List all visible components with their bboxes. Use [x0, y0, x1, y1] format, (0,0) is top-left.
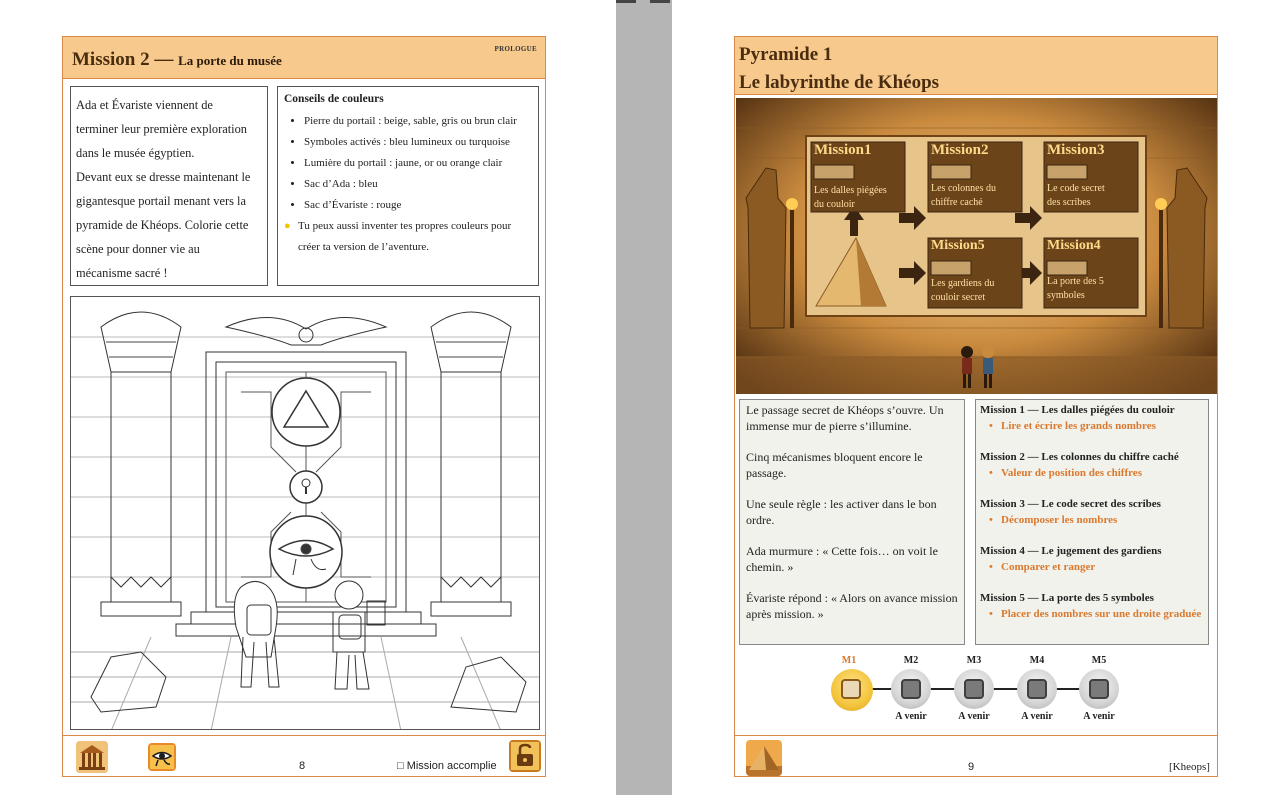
temple-icon: [76, 741, 108, 773]
board-caption-line: Les gardiens du: [931, 278, 995, 289]
tip-item: • Sac d’Ada : bleu: [304, 174, 532, 195]
coloring-illustration: [70, 296, 540, 730]
intro-line: Devant eux se dresse maintenant le: [76, 170, 251, 184]
section-tag: PROLOGUE: [494, 45, 537, 53]
story-panel: [739, 399, 965, 645]
museum-gate-drawing: [71, 297, 540, 730]
eye-of-horus-icon: [148, 743, 176, 771]
footer-divider: [735, 735, 1217, 736]
board-caption-line: Les colonnes du: [931, 183, 996, 194]
mission-skill: • Décomposer les nombres: [980, 512, 1204, 528]
tip-item: • Lumière du portail : jaune, or ou orange clair: [304, 153, 532, 174]
left-page: [62, 36, 546, 777]
intro-line: terminer leur première exploration: [76, 122, 247, 136]
lightbulb-icon: ●: [284, 220, 291, 232]
color-tips-box: [277, 86, 539, 286]
track-status-m4: A venir: [1021, 711, 1053, 722]
intro-line: dans le musée égyptien.: [76, 146, 195, 160]
board-mission5-caption: [931, 277, 1025, 305]
padlock-icon: [1089, 679, 1109, 699]
page-number: 9: [968, 761, 975, 773]
gutter-tab: [616, 0, 636, 3]
missions-panel: [975, 399, 1209, 645]
story-paragraph: Évariste répond : « Alors on avance mission après mission. »: [746, 591, 958, 621]
tips-title: Conseils de couleurs: [284, 93, 384, 105]
tips-list: [284, 111, 532, 216]
footer-divider: [63, 735, 545, 736]
mission-title: Mission 4 — Le jugement des gardiens: [980, 545, 1162, 557]
mission-dash: —: [149, 49, 179, 70]
board-mission2-title: Mission2: [931, 142, 989, 158]
page-gutter: [616, 0, 672, 795]
pyramid-title: Pyramide 1: [739, 44, 833, 65]
track-label-m1: M1: [841, 655, 857, 666]
board-caption-line: couloir secret: [931, 292, 986, 303]
page-number: 8: [299, 760, 306, 772]
tip-extra: [284, 216, 532, 258]
tip-item: • Pierre du portail : beige, sable, gris ou brun clair: [304, 111, 532, 132]
board-mission4-title: Mission4: [1047, 238, 1101, 253]
padlock-icon: [964, 679, 984, 699]
tip-item: • Sac d’Évariste : rouge: [304, 195, 532, 216]
track-node-m1[interactable]: [831, 669, 873, 711]
board-caption-line: des scribes: [1047, 197, 1091, 208]
mission-number: Mission 2: [72, 49, 150, 70]
board-mission4-caption: [1047, 275, 1141, 303]
mission-skill: • Placer des nombres sur une droite graduée: [980, 606, 1204, 622]
track-node-m2[interactable]: [891, 669, 931, 709]
footer-tag: [Kheops]: [1169, 761, 1210, 773]
board-caption-line: symboles: [1047, 290, 1085, 301]
intro-line: Ada et Évariste viennent de: [76, 98, 213, 112]
tip-item: • Symboles activés : bleu lumineux ou turquoise: [304, 132, 532, 153]
mission-title: Mission 1 — Les dalles piégées du couloir: [980, 404, 1175, 416]
track-status-m2: A venir: [895, 711, 927, 722]
intro-line: mécanisme sacré !: [76, 266, 168, 280]
board-caption-line: Le code secret: [1047, 183, 1105, 194]
story-paragraph: Ada murmure : « Cette fois… on voit le chemin. »: [746, 544, 938, 574]
track-node-m4[interactable]: [1017, 669, 1057, 709]
mission-title: Mission 3 — Le code secret des scribes: [980, 498, 1161, 510]
track-label-m3: M3: [966, 655, 982, 666]
track-node-m3[interactable]: [954, 669, 994, 709]
pyramid-icon: [746, 740, 782, 776]
padlock-icon: [1027, 679, 1047, 699]
board-caption-line: du couloir: [814, 199, 855, 210]
mission-title: Mission 5 — La porte des 5 symboles: [980, 592, 1154, 604]
mission-subtitle: La porte du musée: [178, 53, 282, 68]
board-mission3-title: Mission3: [1047, 142, 1105, 158]
board-mission1-title: Mission1: [814, 142, 872, 158]
mission-skill: • Valeur de position des chiffres: [980, 465, 1204, 481]
mission-skill: • Lire et écrire les grands nombres: [980, 418, 1204, 434]
padlock-icon: [901, 679, 921, 699]
track-label-m2: M2: [903, 655, 919, 666]
mission-skill: • Comparer et ranger: [980, 559, 1204, 575]
mission-banner: [63, 37, 545, 79]
intro-text-box: [70, 86, 268, 286]
track-node-m5[interactable]: [1079, 669, 1119, 709]
track-status-m3: A venir: [958, 711, 990, 722]
board-mission3-caption: [1047, 182, 1141, 210]
track-label-m5: M5: [1091, 655, 1107, 666]
board-caption-line: chiffre caché: [931, 197, 983, 208]
story-paragraph: Cinq mécanismes bloquent encore le passage.: [746, 450, 923, 480]
board-mission2-caption: [931, 182, 1025, 210]
intro-line: scène pour donner vie au: [76, 242, 200, 256]
unlocked-padlock-icon: [509, 740, 541, 772]
tip-extra-text: Tu peux aussi inventer tes propres couleurs pour créer ta version de l’aventure.: [298, 220, 512, 253]
track-label-m4: M4: [1029, 655, 1045, 666]
mission-accomplished-checkbox[interactable]: □ Mission accomplie: [397, 760, 497, 772]
story-paragraph: Une seule règle : les activer dans le bon ordre.: [746, 497, 937, 527]
scroll-icon: [841, 679, 861, 699]
gutter-tab: [650, 0, 670, 3]
pyramid-banner: [735, 37, 1217, 95]
board-caption-line: Les dalles piégées: [814, 185, 887, 196]
labyrinth-illustration: [736, 98, 1217, 394]
board-mission5-title: Mission5: [931, 238, 985, 253]
right-page: [734, 36, 1218, 777]
labyrinth-title: Le labyrinthe de Khéops: [739, 72, 940, 93]
intro-line: pyramide de Khéops. Colorie cette: [76, 218, 249, 232]
board-mission1-caption: [814, 184, 908, 212]
story-paragraph: Le passage secret de Khéops s’ouvre. Un immense mur de pierre s’illumine.: [746, 403, 944, 433]
intro-line: gigantesque portail menant vers la: [76, 194, 246, 208]
mission-title: Mission 2 — Les colonnes du chiffre caché: [980, 451, 1179, 463]
track-status-m5: A venir: [1083, 711, 1115, 722]
board-caption-line: La porte des 5: [1047, 276, 1104, 287]
